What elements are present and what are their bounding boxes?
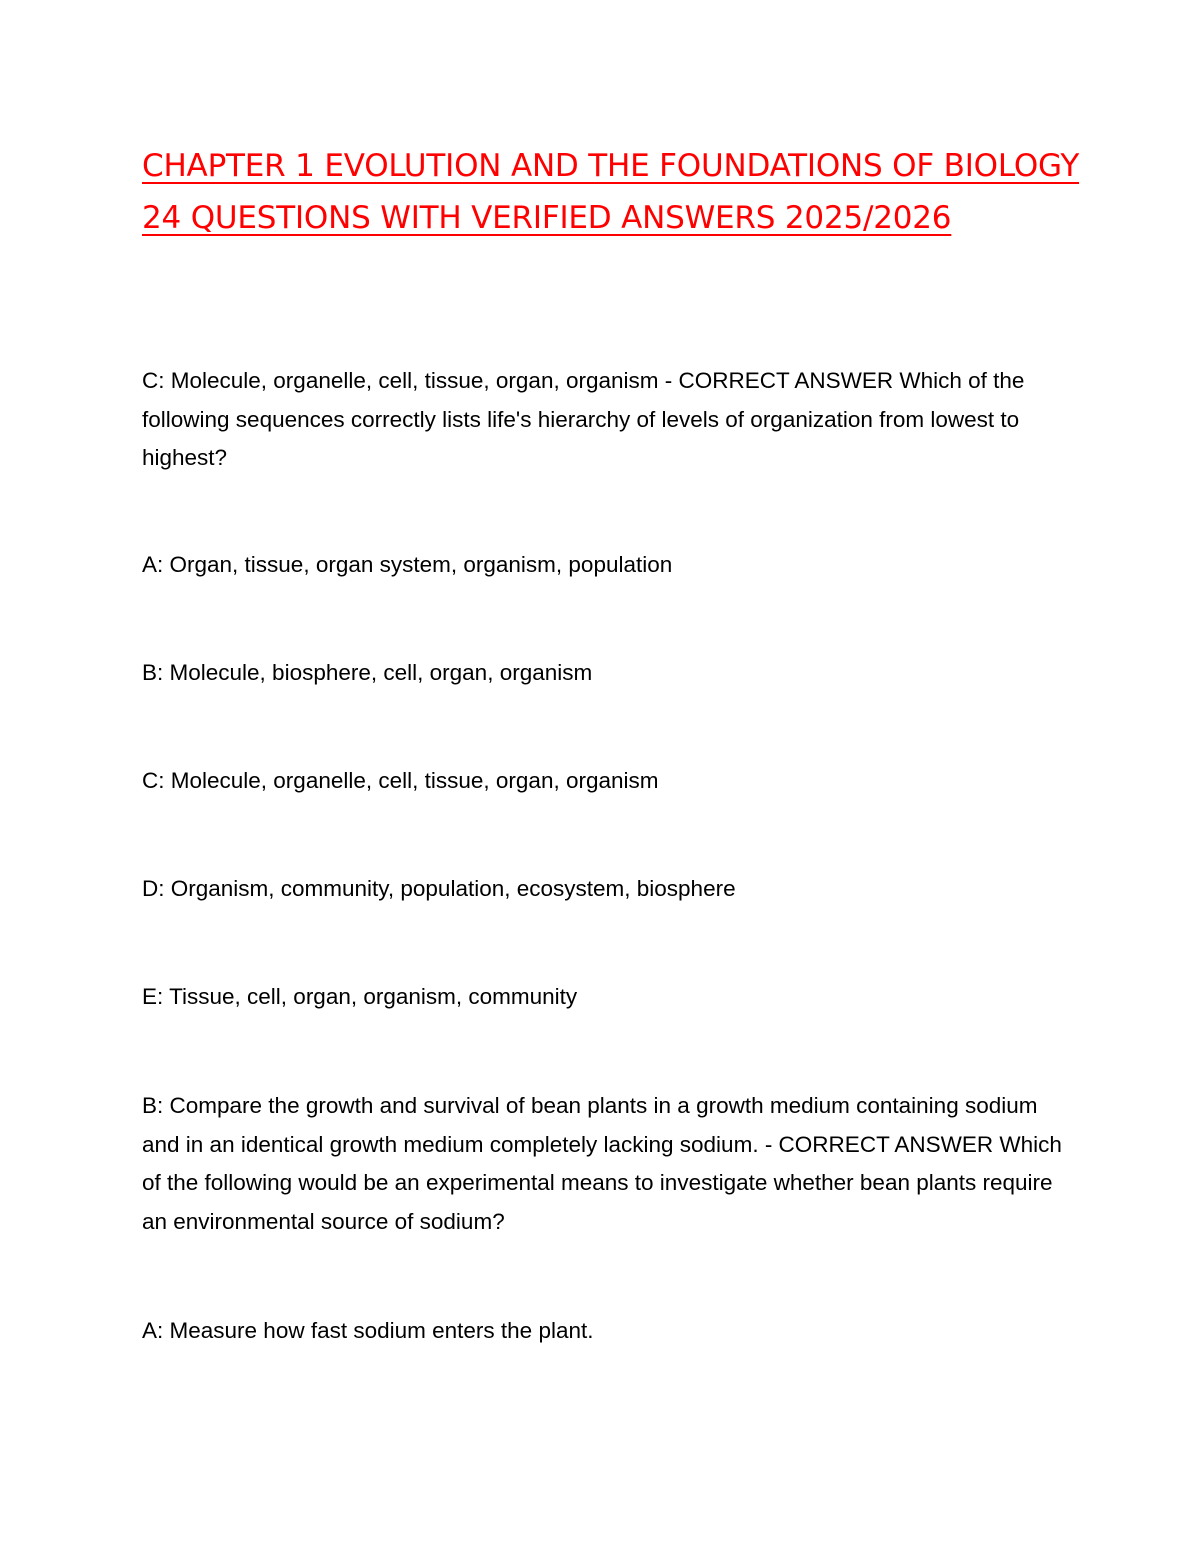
question-2-answer-and-prompt: B: Compare the growth and survival of bean plants in a growth medium containing sodium and in an identical growth medium completely lacking sodium. - CORRECT ANSWER Which of the following would be an experimental means to investigate whether bean plants require an environmental source of sodium? bbox=[142, 1093, 1062, 1234]
question-2-option-a: A: Measure how fast sodium enters the plant. bbox=[142, 1318, 594, 1343]
question-1-option-b: B: Molecule, biosphere, cell, organ, organism bbox=[142, 660, 593, 685]
document-title: CHAPTER 1 EVOLUTION AND THE FOUNDATIONS OF BIOLOGY 24 QUESTIONS WITH VERIFIED ANSWERS 2025/2026 bbox=[142, 148, 1080, 236]
question-1-option-c: C: Molecule, organelle, cell, tissue, organ, organism bbox=[142, 768, 659, 793]
question-1-option-e: E: Tissue, cell, organ, organism, community bbox=[142, 984, 578, 1009]
question-1-option-d: D: Organism, community, population, ecosystem, biosphere bbox=[142, 876, 736, 901]
question-1-option-a: A: Organ, tissue, organ system, organism, population bbox=[142, 552, 673, 577]
question-1-answer-and-prompt: C: Molecule, organelle, cell, tissue, organ, organism - CORRECT ANSWER Which of the following sequences correctly lists life's hierarchy of levels of organization from lowest to highest? bbox=[142, 368, 1025, 470]
